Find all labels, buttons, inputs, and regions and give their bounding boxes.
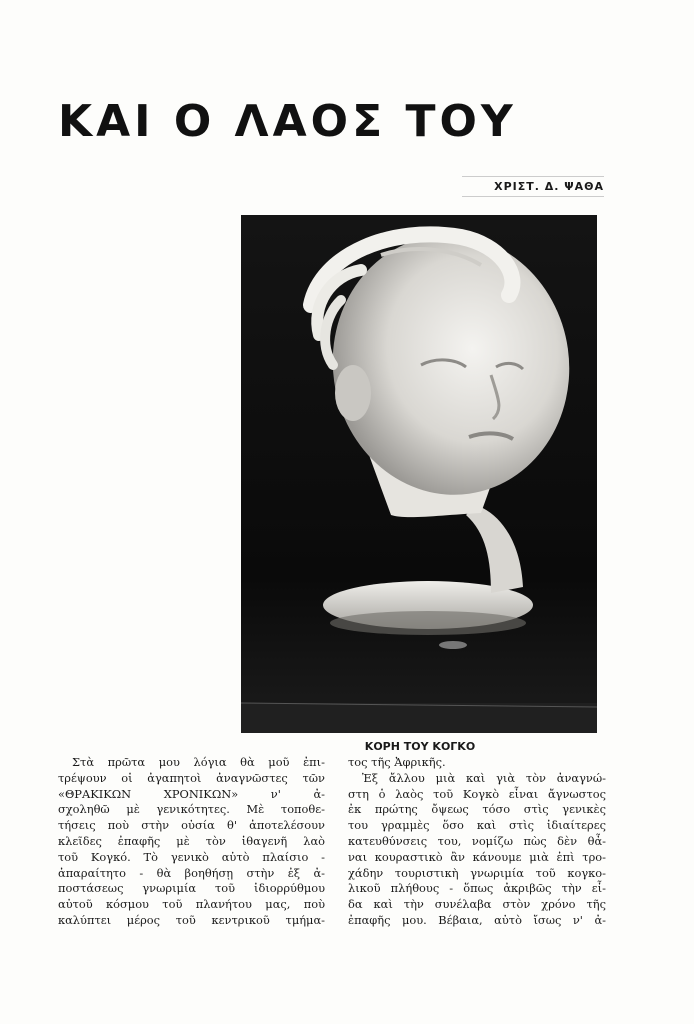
paragraph-line: σχοληθῶ μὲ γενικότητες. Μὲ τοποθε-	[58, 802, 325, 817]
paragraph-line: ἐκ πρώτης ὄψεως τόσο στὶς γενικὲς	[348, 802, 606, 817]
paragraph-line: αὐτοῦ κόσμου τοῦ πλανήτου μας, ποὺ	[58, 897, 325, 912]
photo-caption: ΚΟΡΗ ΤΟΥ ΚΟΓΚΟ	[364, 740, 476, 753]
paragraph-line: ναι κουραστικὸ ἂν κάνουμε μιὰ ἐπὶ τρο-	[348, 849, 606, 864]
paragraph-line: Ἐξ ἄλλου μιὰ καὶ γιὰ τὸν ἀναγνώ-	[362, 770, 606, 785]
paragraph-line: τοῦ Κογκό. Τὸ γενικὸ αὐτὸ πλαίσιο -	[58, 849, 325, 864]
article-column-right	[348, 755, 606, 929]
paragraph-line: «ΘΡΑΚΙΚΩΝ ΧΡΟΝΙΚΩΝ» ν' ἀ-	[58, 786, 325, 801]
sculpture-photo-graphic	[241, 215, 597, 733]
paragraph-line: δα καὶ τὴν συνέλαβα στὸν χρόνο τῆς	[348, 897, 606, 912]
paragraph-line: λικοῦ πλήθους - ὅπως ἀκριβῶς τὴν εἶ-	[348, 881, 606, 896]
paragraph-line: χάδην τουριστικὴ γνωριμία τοῦ κογκο-	[348, 865, 606, 880]
paragraph-line: καλύπτει μέρος τοῦ κεντρικοῦ τμήμα-	[58, 912, 325, 927]
paragraph-line: Στὰ πρῶτα μου λόγια θὰ μοῦ ἐπι-	[72, 755, 325, 769]
paragraph-line: τρέψουν οἱ ἀγαπητοὶ ἀναγνῶστες τῶν	[58, 770, 325, 785]
paragraph-line: τήσεις ποὺ στὴν οὐσία θ' ἀποτελέσουν	[58, 818, 325, 833]
paragraph-line: κλεῖδες ἐπαφῆς μὲ τὸν ἰθαγενῆ λαὸ	[58, 833, 325, 848]
page-title: ΚΑΙ Ο ΛΑΟΣ ΤΟΥ	[58, 96, 517, 147]
paragraph-line: ἐπαφῆς μου. Βέβαια, αὐτὸ ἴσως ν' ἀ-	[348, 912, 606, 927]
author-byline: ΧΡΙΣΤ. Δ. ΨΑΘΑ	[462, 176, 604, 197]
paragraph-line: στη ὁ λαὸς τοῦ Κογκὸ εἶναι ἄγνωστος	[348, 786, 606, 801]
paragraph-line: τος τῆς Ἀφρικῆς.	[348, 755, 446, 769]
article-column-left	[58, 755, 325, 929]
paragraph-line: του γραμμὲς ὅσο καὶ στὶς ἰδιαίτερες	[348, 818, 606, 833]
paragraph-line: ἀπαραίτητο - θὰ βοηθήσῃ στὴν ἐξ ἀ-	[58, 865, 325, 880]
paragraph-line: ποστάσεως γνωριμία τοῦ ἰδιορρύθμου	[58, 881, 325, 896]
paragraph-line: κατευθύνσεις του, νομίζω πὼς δὲν θἆ-	[348, 833, 606, 848]
sculpture-photo	[241, 215, 597, 733]
